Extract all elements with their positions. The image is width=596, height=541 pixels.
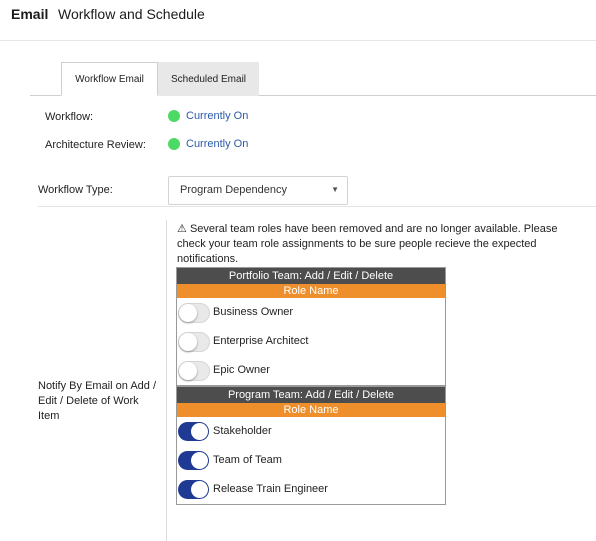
role-name: Enterprise Architect xyxy=(213,335,309,347)
status-on-icon xyxy=(168,110,180,122)
page-title-section: Email xyxy=(11,6,49,22)
role-row xyxy=(177,446,445,475)
workflow-label: Workflow: xyxy=(45,111,94,123)
toggle-knob xyxy=(191,481,208,498)
toggle-knob xyxy=(179,333,197,351)
toggle-knob xyxy=(179,362,197,380)
tab-scheduled-email[interactable]: Scheduled Email xyxy=(158,62,259,96)
chevron-down-icon: ▼ xyxy=(331,185,339,194)
tab-workflow-email[interactable]: Workflow Email xyxy=(61,62,158,96)
architecture-review-status xyxy=(168,138,248,150)
architecture-review-label: Architecture Review: xyxy=(45,139,146,151)
tab-bar xyxy=(30,62,596,96)
role-row xyxy=(177,475,445,504)
group-header-program: Program Team: Add / Edit / Delete xyxy=(177,387,445,403)
role-toggle-team-of-team[interactable] xyxy=(178,451,209,470)
page-header xyxy=(0,0,596,41)
toggle-knob xyxy=(191,452,208,469)
toggle-knob xyxy=(191,423,208,440)
role-row xyxy=(177,327,445,356)
role-toggle-stakeholder[interactable] xyxy=(178,422,209,441)
role-name: Epic Owner xyxy=(213,364,270,376)
group-header-portfolio: Portfolio Team: Add / Edit / Delete xyxy=(177,268,445,284)
notify-label: Notify By Email on Add / Edit / Delete of Work Item xyxy=(38,380,156,422)
divider xyxy=(38,206,596,207)
role-toggle-business-owner[interactable] xyxy=(178,303,210,323)
role-table xyxy=(176,267,446,505)
role-name-header: Role Name xyxy=(177,403,445,417)
role-name: Business Owner xyxy=(213,306,294,318)
role-warning xyxy=(177,222,577,267)
workflow-status-text: Currently On xyxy=(186,110,249,122)
status-on-icon xyxy=(168,138,180,150)
role-name: Team of Team xyxy=(213,454,282,466)
role-name: Stakeholder xyxy=(213,425,272,437)
toggle-knob xyxy=(179,304,197,322)
column-divider xyxy=(166,220,167,541)
role-name-header: Role Name xyxy=(177,284,445,298)
workflow-status xyxy=(168,110,248,122)
role-name: Release Train Engineer xyxy=(213,483,328,495)
warning-icon: ⚠ xyxy=(177,223,187,235)
role-row xyxy=(177,356,445,385)
warning-text: Several team roles have been removed and are no longer available. Please check your team role assignments to be sure people recieve the expected notifications. xyxy=(177,223,558,265)
workflow-type-value: Program Dependency xyxy=(180,184,288,196)
role-row xyxy=(177,298,445,327)
workflow-type-label: Workflow Type: xyxy=(38,184,113,196)
role-row xyxy=(177,417,445,446)
workflow-type-select[interactable] xyxy=(168,176,348,205)
role-toggle-enterprise-architect[interactable] xyxy=(178,332,210,352)
role-toggle-epic-owner[interactable] xyxy=(178,361,210,381)
page-title: Workflow and Schedule xyxy=(58,6,205,22)
architecture-review-status-text: Currently On xyxy=(186,138,249,150)
role-toggle-release-train-engineer[interactable] xyxy=(178,480,209,499)
